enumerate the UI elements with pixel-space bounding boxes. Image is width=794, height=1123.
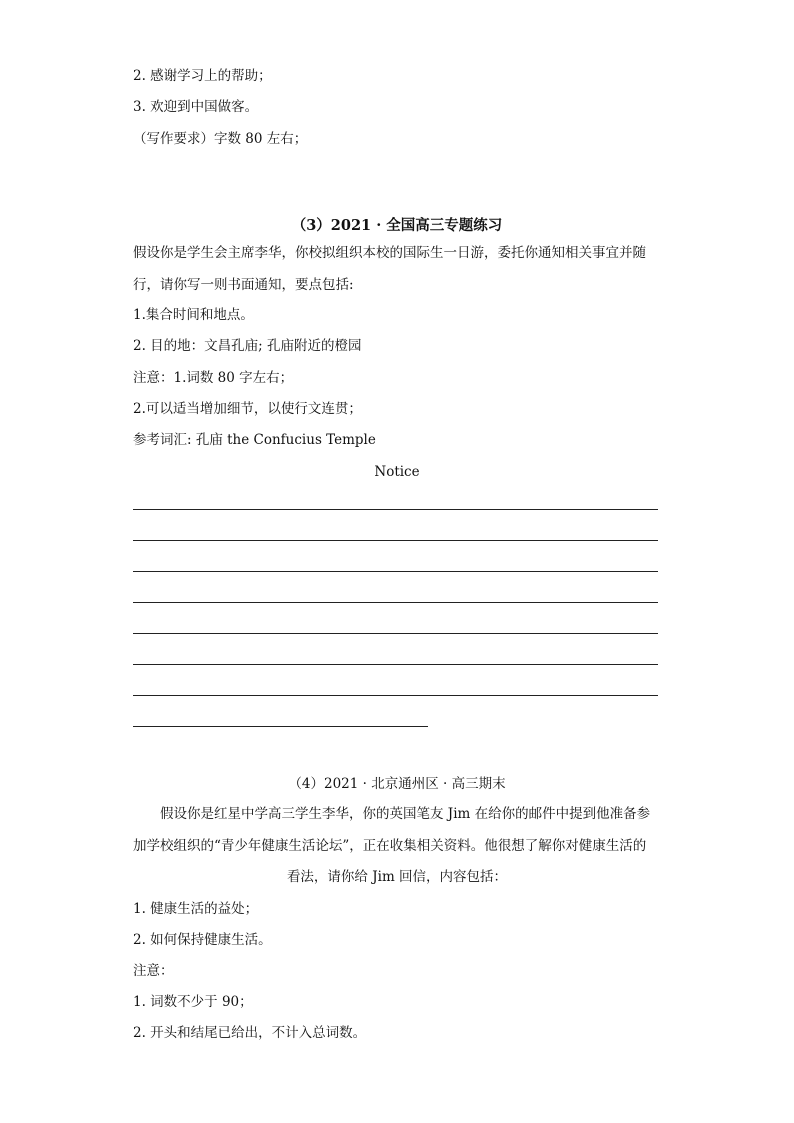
section4-prompt-line3: 看法，请你给 Jim 回信，内容包括： — [286, 869, 508, 885]
section3-note-2: 2.可以适当增加细节，以使行文连贯； — [133, 401, 362, 417]
answer-line — [133, 602, 658, 603]
section4-note-1: 1. 词数不少于 90； — [133, 994, 253, 1010]
notice-title: Notice — [374, 464, 420, 480]
section4-prompt-line2: 加学校组织的“青少年健康生活论坛”，正在收集相关资料。他很想了解你对健康生活的 — [133, 838, 647, 854]
prev-item-3: 3. 欢迎到中国做客。 — [133, 99, 259, 115]
answer-line — [133, 664, 658, 665]
answer-line — [133, 695, 658, 696]
section3-vocab: 参考词汇: 孔庙 the Confucius Temple — [133, 432, 376, 448]
section4-point-1: 1. 健康生活的益处； — [133, 901, 259, 917]
answer-line-short — [133, 726, 428, 727]
section4-heading: （4）2021 · 北京通州区 · 高三期末 — [288, 776, 506, 792]
section3-heading: （3）2021 · 全国高三专题练习 — [291, 217, 503, 234]
prev-item-2: 2. 感谢学习上的帮助； — [133, 68, 272, 84]
section4-note-2: 2. 开头和结尾已给出，不计入总词数。 — [133, 1025, 367, 1041]
section3-point-2: 2. 目的地：文昌孔庙; 孔庙附近的橙园 — [133, 338, 362, 354]
section3-prompt-line1: 假设你是学生会主席李华，你校拟组织本校的国际生一日游，委托你通知相关事宜并随 — [133, 245, 646, 261]
answer-line — [133, 540, 658, 541]
section4-prompt-line1: 假设你是红星中学高三学生李华，你的英国笔友 Jim 在给你的邮件中提到他准备参 — [160, 806, 651, 822]
section3-prompt-line2: 行，请你写一则书面通知，要点包括: — [133, 277, 354, 293]
section4-point-2: 2. 如何保持健康生活。 — [133, 932, 272, 948]
section4-note-label: 注意： — [133, 963, 174, 979]
answer-line — [133, 571, 658, 572]
section3-point-1: 1.集合时间和地点。 — [133, 307, 254, 323]
section3-note-1: 注意：1.词数 80 字左右； — [133, 370, 294, 386]
prev-requirement: （写作要求）字数 80 左右； — [133, 131, 308, 147]
answer-line — [133, 509, 658, 510]
answer-line — [133, 633, 658, 634]
